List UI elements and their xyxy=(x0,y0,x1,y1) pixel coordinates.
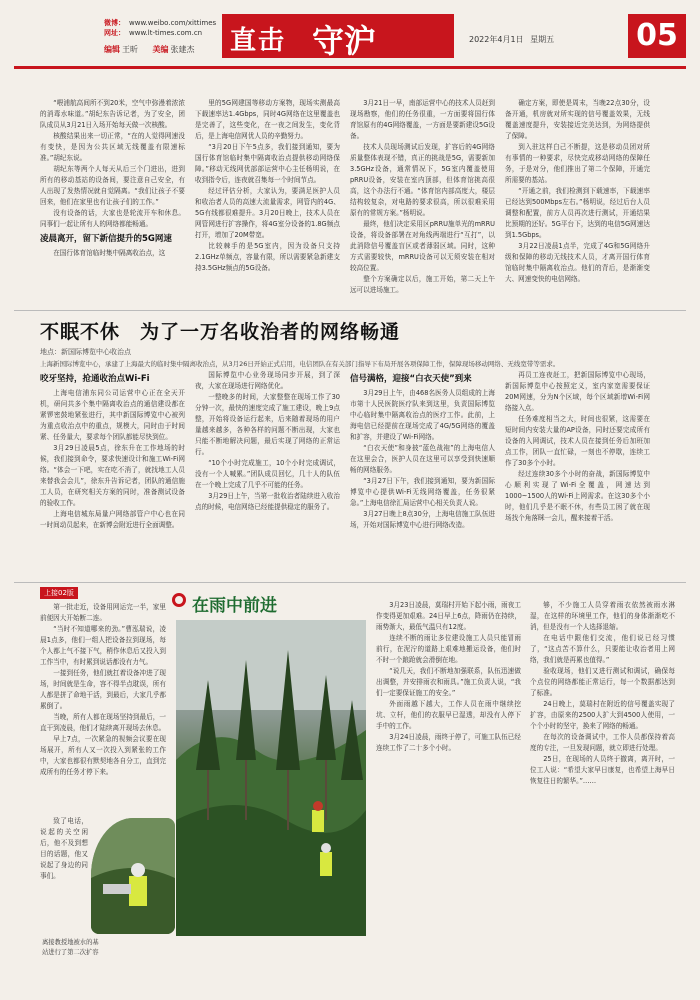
caption-line-2: 站进行了第二次扩容 xyxy=(42,949,99,956)
paragraph: 够，不少施工人员穿着雨衣依然被雨水淋湿，在这样的环境里工作，他们的身体渐渐吃不消，但是没有一个人选择退缩。 xyxy=(530,601,675,631)
mid-column-4 xyxy=(505,370,650,578)
page-number: 05 xyxy=(628,14,686,58)
divider xyxy=(14,310,686,311)
rain-column-1 xyxy=(376,600,521,980)
paragraph: 到入驻这样白己不断提，这是移动员团对所有事情的一种要求，尽快完成移动网络的保障任务，于是对分，他们推出了第二个保障，开通完所需要的基站。 xyxy=(505,143,650,184)
subheading: 咬牙坚持，抢通收治点Wi-Fi xyxy=(40,374,150,384)
masthead xyxy=(14,8,686,69)
worker-illustration xyxy=(91,818,175,934)
mid-column-2 xyxy=(195,370,340,578)
headline-lead: 上海新国际博览中心，承建了上海最大的临时集中隔离收治点，从3月26日开始正式启用，电信团队在有关部门指导下布局开展各项保障工作，保障现场移动网络、无线宽带等需求。 xyxy=(40,360,560,368)
headline-subtitle: 地点：新国际博览中心收治点 xyxy=(40,348,131,356)
paragraph: 3月29日凌晨5点，徐东升在工作地场的时候，我们接到命令，要求快速设计和施工Wi-Fi网络。“体会一下吧，实在吃不消了，就找地工人员来替我会会儿”，徐东升告诉记者，团队的通信施工人员，在研究相关方案的同时，准备测试设备的验收工作。 xyxy=(40,444,185,507)
paragraph: 技术人员现场测试后发现，扩容后的4G网络质量整体表现不错，真正的挑战是5G，需要新加3.5GHz设备，通常情况下，5G室内覆盖使用pRRU设备，安装在室内顶部，但体育馆挑高很高，这个办法行不通。“体育馆内部高度大，楼层结构较复杂，对电路的要求很高，所以很难采用原有的常规方案。”杨明说。 xyxy=(350,143,495,217)
paragraph: 3月22日凌晨1点半，完成了4G和5G网络升级和保障的移动无线技术人员，才离开国行体育馆临时集中隔离收治点。他们的背后，是渐渐变大、网速变快的电信网络。 xyxy=(505,242,650,283)
paragraph: 最终，他们决定采用区pRRU施单光的mRRU设备，将设备部署在对角线两端进行“互打”，以此消除信号覆盖盲区或者薄弱区域。同时，这种方式需要较快，mRRU设备可以无须安装在相对较高位置。 xyxy=(350,220,495,272)
paragraph: 早上7点，一次紧急的视频会议要在现场展开，所有人又一次投入到紧张的工作中，大家也都很有默契地各自分工，直到完成所有的任务才停下来。 xyxy=(40,735,166,776)
paragraph: “喂浦航高间所不到20米，空气中弥漫着浓浓的消毒水味道。”胡纪东告诉记者，为了安全，团队成员从3月21日入场开始每天做一次核酸。 xyxy=(40,99,185,129)
subheading: 凌晨离开，留下新信提升的5G网速 xyxy=(40,234,172,244)
headline-title: 不眠不休 为了一万名收治者的网络畅通 xyxy=(40,321,401,343)
subheading: 信号满格，迎接“白衣天使”到来 xyxy=(350,374,472,384)
top-column-4 xyxy=(505,98,650,304)
paragraph: 一整晚多的时间，大家整整在现场工作了30分钟一次，最快的速度完成了施工建设，晚上9点整，开始将设备运行起来，后来随着现场的用户量越来越多，各种各样的问题不断出现，大家也只能不断地解决问题，最后实现了网络的正常运行。 xyxy=(195,393,340,456)
photo-worker-closeup xyxy=(91,818,175,934)
continued-tag: 上接02版 xyxy=(40,587,78,599)
top-column-1 xyxy=(40,98,185,304)
paragraph: 再员工连夜赶工，把新国际博览中心现场，新国际博览中心按照定义，室内家宽需要保证20M网速，分为N个区域，每个区域新增Wi-Fi网络接入点。 xyxy=(505,371,650,412)
paragraph: 一接到任务，他们就扛着设备冲进了现场，时间就是生命，容不得半点耽误，所有人都是拼了命地干活，到最后，大家几乎都累倒了。 xyxy=(40,669,166,710)
paragraph: 3月24日凌晨，雨终于停了，可施工队伍已经连续工作了二十多个小时。 xyxy=(376,733,521,752)
paragraph: 第一批走近，设备用网运完一半，家里前便因大开始断二连。 xyxy=(40,603,166,622)
paragraph: 任务难度相当之大，时间也很紧，这需要在短时间内安装大量的AP设备，同时还要完成所有设备的入网调试，技术人员在接到任务后加班加点工作，团队一直忙碌，一刻也不停歇，连续工作了30多个小时。 xyxy=(505,415,650,467)
rain-column-2 xyxy=(530,600,675,980)
photo-caption xyxy=(42,938,99,958)
paragraph: 24日晚上，莫瑞村在附近的信号覆盖实现了扩容，由原来的2500人扩大到4500人使用，一个个小时的坚守，换来了网络的畅通。 xyxy=(530,700,675,730)
top-column-3 xyxy=(350,98,495,304)
photo-forest-workers xyxy=(176,620,366,936)
weibo-label: 微博： xyxy=(104,19,125,27)
paragraph: 25日，在现场的人员终于撤离，离开时，一位工人说：“希望大家早日康复，也希望上海早日恢复往日的繁华。”…… xyxy=(530,755,675,785)
paragraph: 致了电话，说起的关空闲后，他不及到想目的话题，他又说起了身边的同事们。 xyxy=(40,817,88,880)
paragraph: 核酸结果出来一切正常，“在的人觉得网速没有变快，是因为公共区域无线覆盖有限速标准。”胡纪东说。 xyxy=(40,132,185,162)
paragraph: 国际博览中心业务现场同步开展，到了深夜，大家在现场进行网络优化。 xyxy=(195,371,340,390)
paragraph: 在电话中跟他们交流，他们说已经习惯了，“这点苦不算什么，只要能让收治者用上网络，我们就是再累也值得。” xyxy=(530,634,675,664)
divider xyxy=(14,582,686,583)
site-label: 网址： xyxy=(104,29,125,37)
paragraph: “3月27日下午，我们接到通知，要为新国际博览中心提供Wi-Fi无线网络覆盖，任务很紧急。”上海电信徐汇局运营中心相关负责人说。 xyxy=(350,477,495,507)
paragraph: “10个小时完成施工，10个小时完成调试，没有一个人喊累。”团队成员回忆，几十人的队伍在一个晚上完成了几乎不可能的任务。 xyxy=(195,459,340,489)
masthead-contact xyxy=(104,18,216,38)
paragraph: 胡纪东等两个人每天从后三个门进出，进到所有的移动基站的设备间，要注意自己安全，有人出现了发热情况就自觉隔离。“我们让孩子不要回来，他们在家里也有让孩子们的工作。” xyxy=(40,165,185,206)
paragraph: 3月21日一早，南部运营中心的技术人员赶到现场勘察，他们的任务很重，一方面要将国行体育馆原有的4G网络覆盖，一方面是要新建设5G设备。 xyxy=(350,99,495,140)
paragraph: 整个方案确定以后，施工开始，第二天上午远可以进场施工。 xyxy=(350,275,495,294)
site-url: www.lt-times.com.cn xyxy=(129,29,203,37)
paragraph: “白衣天使”和身披“蓝色战袍”的上海电信人在这里会合，医护人员在这里可以享受到快速顺畅的网络服务。 xyxy=(350,444,495,474)
paragraph: 比较棘手的是5G室内，因为设备只支持2.1GHz单频点，容量有限，所以需要紧急新建支持3.5GHz频点的5G设备。 xyxy=(195,242,340,272)
forest-illustration xyxy=(176,620,366,936)
paragraph: “3月20日下午5点多，我们接到通知，要为国行体育馆临时集中隔离收治点提供移动网络保障。”移动无线网优部部运营中心主任杨明说，在收到指令后，连夜就召集每一个时间节点。 xyxy=(195,143,340,184)
weekday-text: 星期五 xyxy=(530,35,555,44)
paragraph: 确定方案，即使是周末，当晚22点30分，设备开通，机房就对所实现的信号覆盖效果，无线覆盖速度提升，安装接近完美达到，为网络提供了保障。 xyxy=(505,99,650,140)
section-title xyxy=(222,14,454,58)
mid-column-3 xyxy=(350,370,495,578)
paragraph: 3月23日凌晨，莫瑞村开始下起小雨，雨夜工作变得更加艰难。24日早上6点，降雨仍在持续，雨势渐大，最低气温只有12度。 xyxy=(376,601,521,631)
section-title-a: 直击 xyxy=(230,26,287,56)
paragraph: “开通之前，我们检测到下载速率，下载速率已经达到500Mbps左右。”杨明说，经过后台人员调整和配置，前方人员再次进行测试，开通结果比预期的还好。5G平台下，达到的电信5G网速达到1.5Gbps。 xyxy=(505,187,650,239)
paragraph: 验收现场，他们又进行测试和调试，确保每个点位的网络都能正常运行，每一个数据都达到了标准。 xyxy=(530,667,675,697)
paragraph: 3月27日晚上8点30分，上海电信施工队伍进场，开始对国际博览中心进行网络改造。 xyxy=(350,510,495,529)
section-title-b: 守沪 xyxy=(312,22,377,60)
ring-icon xyxy=(172,593,186,607)
editor-label: 编辑 xyxy=(104,45,120,54)
editor-name: 王昕 xyxy=(122,45,138,54)
paragraph: 上海电信城东局量户网络部管户中心也在同一时间动员起来，在新博会附近进行全面调整。 xyxy=(40,510,185,529)
photo-feature-title: 在雨中前进 xyxy=(192,596,277,616)
paragraph: 在国行体育馆临时集中隔离收治点，这 xyxy=(53,249,166,257)
paragraph: 外面雨越下越大，工作人员在雨中继续挖坑、立杆，他们的衣服早已湿透，却没有人停下手中的工作。 xyxy=(376,700,521,730)
paragraph: 3月29日上午，当第一批收治者陆续进入收治点的时候，电信网络已经能提供稳定的服务了。 xyxy=(195,492,340,511)
feature-headline xyxy=(40,317,680,368)
paragraph: 上海电信浦东同公司运营中心正在全天开机，研问共多个集中隔离收治点的通信建设都在紧锣密鼓地紧张进行，其中新国际博览中心被列为重点收治点中的重点，规模大，同时由于时间紧、任务量大，要求每个团队都能尽快到位。 xyxy=(40,389,185,441)
masthead-editors xyxy=(104,44,207,55)
paragraph: 当晚，所有人都在现场坚持到最后，一直干到凌晨，他们才陆续离开现场去休息。 xyxy=(40,713,166,732)
paragraph: “当时不知道哪来的劲。”曹泓瑞说，凌晨1点多，他们一组人把设备拉到现场，每个人都上气不接下气，稍作休息后又投入到工作当中，有时累到说话都没有力气。 xyxy=(40,625,166,666)
paragraph: 经过评估分析，大家认为，要满足医护人员和收治者人员的高速大流量需求，网管内的4G、5G有线都很难提升。3月20日晚上，技术人员在网管网进行扩容操作，将4G室分设备的1.8G频点打开，增加了20M带宽。 xyxy=(195,187,340,239)
paragraph: 里的5G网建国等移动方案物，现场实测最高下载速率达1.4Gbps，同时4G网络在这里覆盖也是完善了，这些变化，在一夜之间发生，变化背后，是上海电信网优人员的辛勤努力。 xyxy=(195,99,340,140)
paragraph: 没有设备的话，大家也是轮流开车和休息。同事们一起让所有人的网络都能畅通。 xyxy=(40,209,185,228)
date-text: 2022年4月1日 xyxy=(469,35,524,44)
paragraph: 经过连续30多个小时的奋战，新国际博览中心顺利实现了Wi-Fi全覆盖，网速达到1000~1500人的Wi-Fi上网需求。在这30多个小时，他们几乎是不眠不休，有些员工困了就在现场找个角落眯一会儿，醒来接着干活。 xyxy=(505,470,650,522)
paragraph: 3月29日上午，由468名医务人员组成的上海市第十人民医院医疗队来到这里，负责国际博览中心临时集中隔离收治点的医疗工作。此前，上海电信已经提前在现场完成了4G/5G网络的覆盖和扩容，并建设了Wi-Fi网络。 xyxy=(350,389,495,441)
mid-column-1 xyxy=(40,370,185,578)
issue-date xyxy=(469,34,558,45)
top-column-2 xyxy=(195,98,340,304)
sidebar-column-tail xyxy=(40,816,88,934)
design-name: 张建杰 xyxy=(170,45,195,54)
weibo-url: www.weibo.com/xittimes xyxy=(129,19,217,27)
sidebar-column xyxy=(40,602,166,814)
caption-line-1: 离接教授地被水的基 xyxy=(42,939,99,946)
paragraph: 连续不断的雨让多位建设施工人员只能冒雨前行，在泥泞的道路上艰难地搬运设备，他们时不时一个踉跄就会滑倒在地。 xyxy=(376,634,521,664)
paragraph: “说几天，我们不断地加强联系，队伍迅速做出调整，并安排雨衣和雨具。”施工负责人说，“我们一定要保证施工的安全。” xyxy=(376,667,521,697)
design-label: 美编 xyxy=(152,45,169,54)
paragraph: 在每次的设备调试中，工作人员都保持着高度的专注，一旦发现问题，就立即进行处理。 xyxy=(530,733,675,752)
